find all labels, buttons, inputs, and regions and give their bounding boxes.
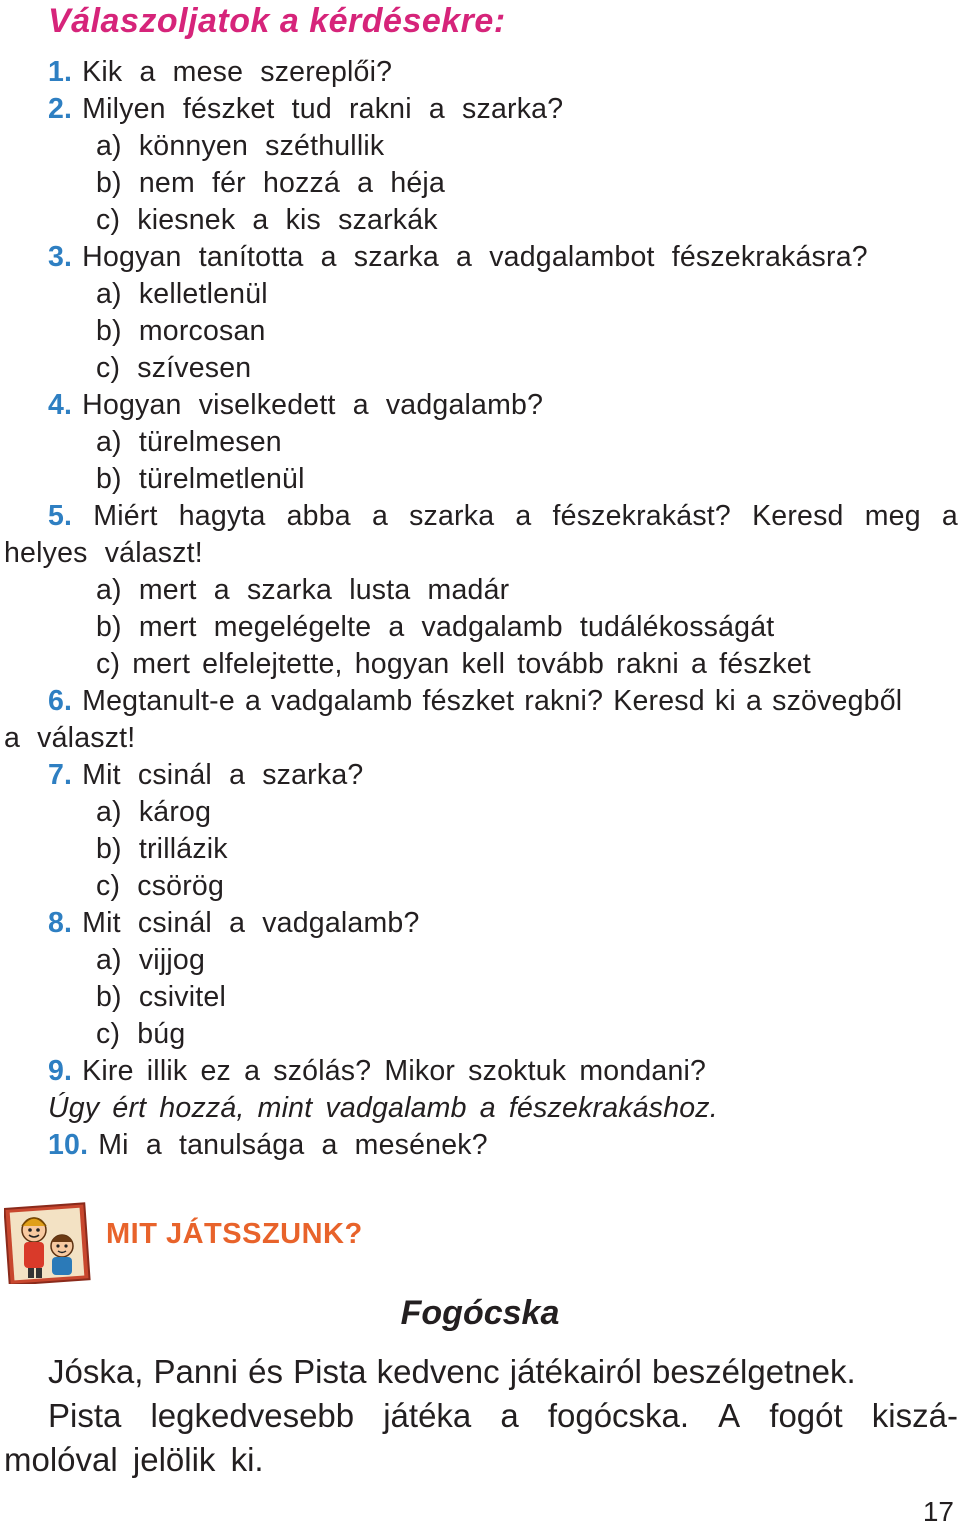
story-line-2: Pista legkedvesebb játéka a fogócska. A fogót kiszá-: [48, 1397, 958, 1434]
question-6-continuation: a választ!: [4, 722, 136, 754]
question-5-option-c: c) mert elfelejtette, hogyan kell tovább rakni a fészket: [96, 648, 811, 680]
question-10: 10. Mi a tanulsága a mesének?: [48, 1129, 488, 1161]
question-4: 4. Hogyan viselkedett a vadgalamb?: [48, 389, 544, 421]
children-illustration-icon: [4, 1200, 92, 1284]
question-5: 5. Miért hagyta abba a szarka a fészekrakást? Keresd meg a: [48, 500, 958, 532]
question-5-option-a: a) mert a szarka lusta madár: [96, 574, 510, 606]
question-3-option-c: c) szívesen: [96, 352, 252, 384]
page-heading: Válaszoljatok a kérdésekre:: [48, 2, 506, 40]
story-line-1: Jóska, Panni és Pista kedvenc játékairól beszélgetnek.: [48, 1353, 856, 1390]
question-4-option-a: a) türelmesen: [96, 426, 282, 458]
story-title: Fogócska: [400, 1294, 560, 1332]
question-8-option-c: c) búg: [96, 1018, 186, 1050]
question-7-option-c: c) csörög: [96, 870, 225, 902]
question-7-option-b: b) trillázik: [96, 833, 228, 865]
story-line-3: molóval jelölik ki.: [4, 1441, 264, 1478]
question-3-option-a: a) kelletlenül: [96, 278, 268, 310]
question-5-option-b: b) mert megelégelte a vadgalamb tudálékosságát: [96, 611, 775, 643]
question-4-option-b: b) türelmetlenül: [96, 463, 305, 495]
question-2-option-b: b) nem fér hozzá a héja: [96, 167, 446, 199]
page-number: 17: [922, 1496, 954, 1527]
question-7-option-a: a) károg: [96, 796, 212, 828]
question-2-option-a: a) könnyen széthullik: [96, 130, 385, 162]
question-8-option-b: b) csivitel: [96, 981, 226, 1013]
question-2-option-c: c) kiesnek a kis szarkák: [96, 204, 438, 236]
question-7: 7. Mit csinál a szarka?: [48, 759, 364, 791]
question-3-option-b: b) morcosan: [96, 315, 266, 347]
question-1: 1. Kik a mese szereplői?: [48, 56, 393, 88]
question-6: 6. Megtanult-e a vadgalamb fészket rakni? Keresd ki a szövegből: [48, 685, 903, 717]
question-3: 3. Hogyan tanította a szarka a vadgalambot fészekrakásra?: [48, 241, 868, 273]
question-9: 9. Kire illik ez a szólás? Mikor szoktuk mondani?: [48, 1055, 707, 1087]
question-2: 2. Milyen fészket tud rakni a szarka?: [48, 93, 564, 125]
game-section-title: MIT JÁTSSZUNK?: [106, 1218, 363, 1250]
question-9-saying: Úgy ért hozzá, mint vadgalamb a fészekrakáshoz.: [48, 1092, 718, 1124]
question-8: 8. Mit csinál a vadgalamb?: [48, 907, 420, 939]
question-8-option-a: a) vijjog: [96, 944, 206, 976]
question-5-continuation: helyes választ!: [4, 537, 203, 569]
